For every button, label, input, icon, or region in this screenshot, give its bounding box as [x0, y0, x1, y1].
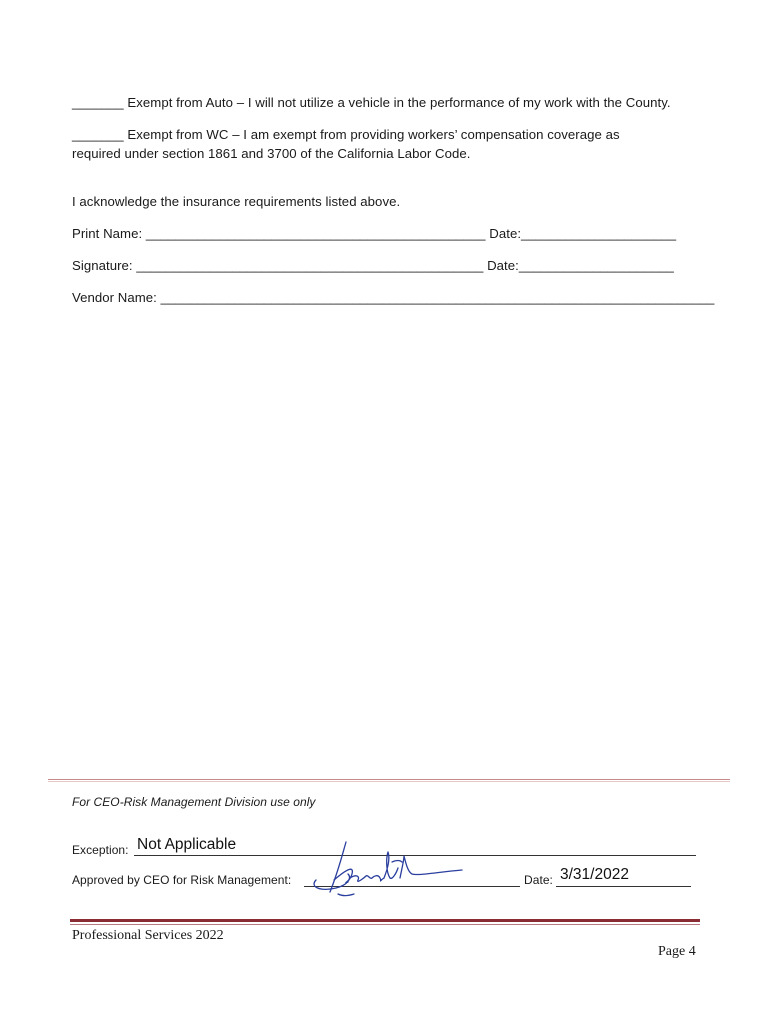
risk-section-heading: For CEO-Risk Management Division use only	[72, 795, 316, 809]
footer-rule-thin	[70, 924, 700, 925]
print-name-field[interactable]: Print Name: ______________________________________________ Date:_____________________	[72, 226, 677, 241]
exception-value[interactable]: Not Applicable	[137, 836, 237, 853]
footer-title: Professional Services 2022	[72, 928, 224, 943]
signature-field[interactable]: Signature: _______________________________________________ Date:_____________________	[72, 258, 674, 273]
exception-label: Exception:	[72, 843, 129, 857]
date-label: Date:	[524, 873, 553, 887]
date-value[interactable]: 3/31/2022	[560, 866, 629, 883]
acknowledge-text: I acknowledge the insurance requirements listed above.	[72, 194, 401, 209]
approved-label: Approved by CEO for Risk Management:	[72, 873, 292, 887]
page-number: Page 4	[658, 944, 696, 959]
section-divider-shadow	[48, 781, 730, 782]
section-divider	[48, 779, 730, 780]
vendor-name-field[interactable]: Vendor Name: ___________________________________________________________________________	[72, 290, 715, 305]
exempt-wc-line-1: _______ Exempt from WC – I am exempt from providing workers’ compensation coverage as	[72, 127, 620, 142]
exempt-wc-line-2: required under section 1861 and 3700 of the California Labor Code.	[72, 146, 471, 161]
exempt-auto-line: _______ Exempt from Auto – I will not utilize a vehicle in the performance of my work with the County.	[72, 95, 671, 110]
footer-rule	[70, 919, 700, 922]
ceo-signature	[308, 838, 468, 898]
date-underline	[556, 886, 691, 887]
